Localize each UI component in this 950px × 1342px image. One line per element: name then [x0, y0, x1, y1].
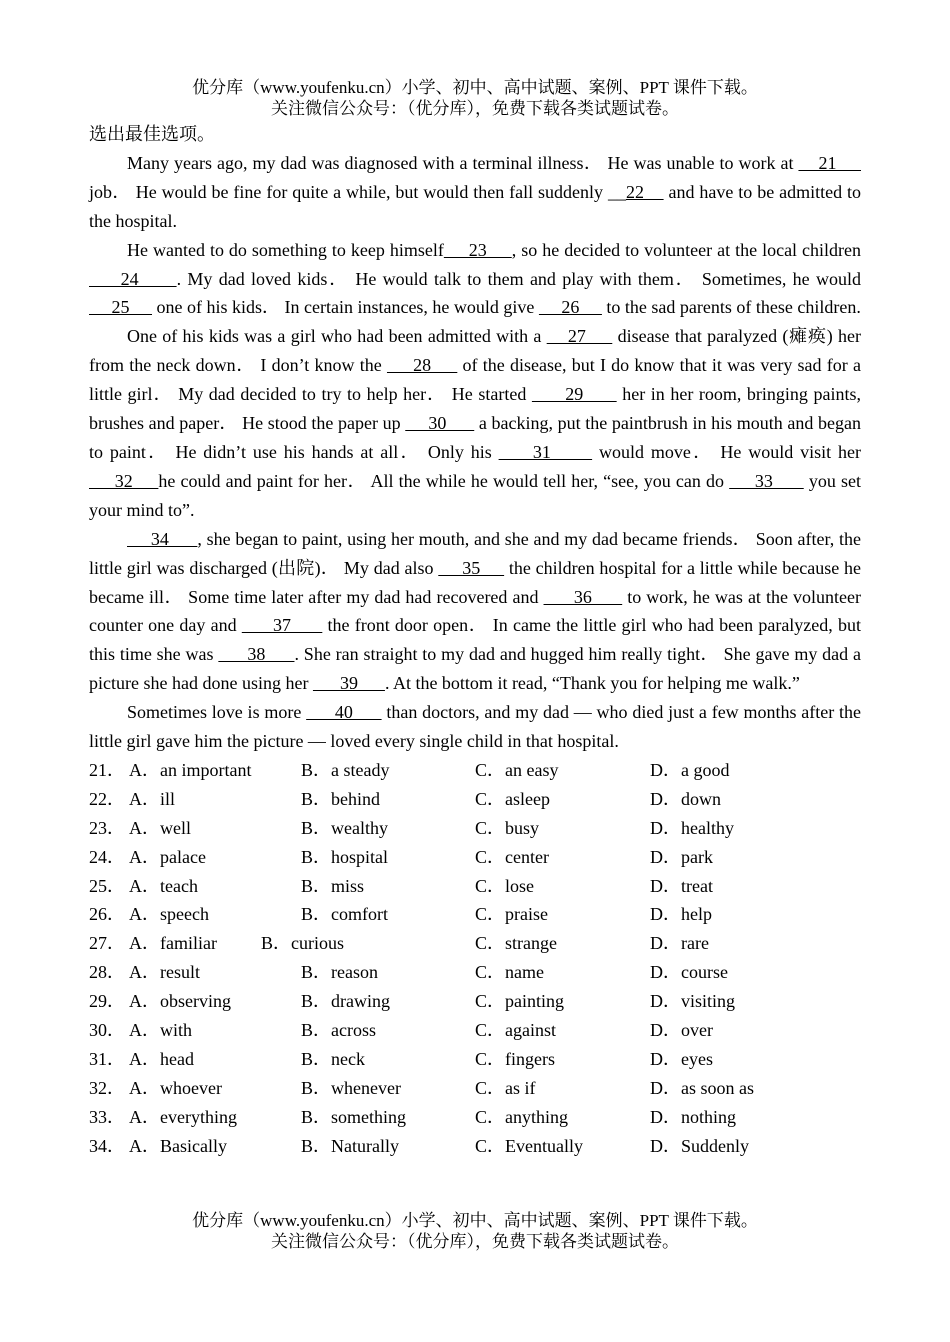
blank-33: 33: [729, 470, 804, 491]
option-c: C．strange: [475, 933, 557, 954]
question-row-30: [89, 1016, 861, 1045]
question-row-25: [89, 872, 861, 901]
page-header: [0, 77, 950, 119]
option-b: B．Naturally: [301, 1135, 399, 1156]
passage-paragraph-5: Sometimes love is more 40 than doctors, and my dad — who died just a few months after the little girl gave him the picture — loved every single child in that hospital.: [89, 702, 862, 752]
option-d: D．park: [650, 846, 713, 867]
option-c: C．anything: [475, 1106, 568, 1127]
option-c: C．fingers: [475, 1048, 555, 1069]
passage-paragraph-2: He wanted to do something to keep himself 23 , so he decided to volunteer at the local children 24 . My dad loved kids． He would talk to them and play with them． Sometimes, he would 25 one of his kids． In certain instances, he would give 26 to the sad parents of these children.: [89, 239, 862, 318]
blank-39: 39: [312, 673, 385, 694]
question-number: 32．: [89, 1077, 125, 1098]
option-a: A．head: [129, 1048, 194, 1069]
question-row-31: [89, 1045, 861, 1074]
option-c: C．an easy: [475, 759, 559, 780]
blank-34: 34: [127, 528, 198, 549]
option-a: A．Basically: [129, 1135, 227, 1156]
blank-23: 23: [443, 239, 512, 260]
option-a: A．familiar: [129, 933, 217, 954]
option-a: A．an important: [129, 759, 252, 780]
question-row-33: [89, 1103, 861, 1132]
passage-paragraph-1: Many years ago, my dad was diagnosed with a terminal illness． He was unable to work at 21 job． He would be fine for quite a while, but would then fall suddenly __22 and have to be admitted to the hospital.: [89, 152, 861, 231]
header-line-2: 关注微信公众号：（优分库），免费下载各类试题试卷。: [271, 99, 679, 118]
question-row-22: [89, 785, 861, 814]
option-d: D．help: [650, 904, 712, 925]
question-number: 23．: [89, 817, 125, 838]
question-row-26: [89, 900, 861, 929]
question-number: 26．: [89, 904, 125, 925]
question-row-21: [89, 756, 861, 785]
option-a: A．with: [129, 1019, 192, 1040]
option-d: D．course: [650, 962, 728, 983]
option-d: D．as soon as: [650, 1077, 754, 1098]
option-b: B．neck: [301, 1048, 365, 1069]
blank-40: 40: [306, 702, 382, 723]
option-a: A．palace: [129, 846, 206, 867]
option-d: D．a good: [650, 759, 730, 780]
option-c: C．praise: [475, 904, 548, 925]
question-number: 25．: [89, 875, 125, 896]
option-b: B．behind: [301, 788, 380, 809]
question-row-29: [89, 987, 861, 1016]
option-a: A．result: [129, 962, 200, 983]
option-c: C．against: [475, 1019, 556, 1040]
option-c: C．painting: [475, 991, 564, 1012]
blank-29: 29: [531, 384, 617, 405]
question-number: 27．: [89, 933, 125, 954]
option-d: D．Suddenly: [650, 1135, 749, 1156]
footer-line-1: 优分库（www.youfenku.cn）小学、初中、高中试题、案例、PPT 课件下载。: [192, 1211, 758, 1230]
blank-26: 26: [538, 297, 602, 318]
blank-30: 30: [405, 413, 475, 434]
option-d: D．down: [650, 788, 721, 809]
question-row-23: [89, 814, 861, 843]
option-a: A．observing: [129, 991, 231, 1012]
option-b: B．across: [301, 1019, 376, 1040]
instruction: 选出最佳选项。: [89, 124, 215, 144]
blank-25: 25: [89, 297, 152, 318]
option-c: C．busy: [475, 817, 540, 838]
option-b: B．curious: [261, 933, 344, 954]
option-b: B．wealthy: [301, 817, 388, 838]
question-number: 29．: [89, 991, 125, 1012]
passage-paragraph-3: One of his kids was a girl who had been admitted with a 27 disease that paralyzed (瘫痪) her from the neck down． I don’t know the 28 of the disease, but I do know that it was very sad for a little girl． My dad decided to try to help her． He started 29 her in her room, bringing paints, brushes and paper． He stood the paper up 30 a backing, put the paintbrush in his mouth and began to paint． He didn’t use his hands at all． Only his 31 would move． He would visit her 32 he could and paint for her． All the while he would tell her, “see, you can do 33 you set your mind to”.: [89, 326, 862, 520]
option-d: D．nothing: [650, 1106, 737, 1127]
question-row-24: [89, 843, 861, 872]
blank-35: 35: [438, 557, 505, 578]
option-b: B．hospital: [301, 846, 389, 867]
blank-22: 22: [625, 181, 664, 202]
question-row-32: [89, 1074, 861, 1103]
option-c: C．asleep: [475, 788, 550, 809]
question-number: 21．: [89, 759, 125, 780]
blank-37: 37: [241, 615, 323, 636]
passage-paragraph-4: 34 , she began to paint, using her mouth, and she and my dad became friends． Soon after, the little girl was discharged (出院)． My dad also 35 the children hospital for a little while because he became ill． Some time later after my dad had recovered and 36 to work, he was at the volunteer counter one day and 37 the front door open． In came the little girl who had been paralyzed, but this time she was 38 . She ran straight to my dad and hugged him really tight． She gave my dad a picture she had done using her 39 . At the bottom it read, “Thank you for helping me walk.”: [89, 528, 862, 694]
option-a: A．ill: [129, 788, 176, 809]
header-line-1: 优分库（www.youfenku.cn）小学、初中、高中试题、案例、PPT 课件下载。: [192, 78, 758, 97]
option-a: A．teach: [129, 875, 198, 896]
question-row-34: [89, 1132, 861, 1161]
question-row-28: [89, 958, 861, 987]
question-number: 22．: [89, 788, 125, 809]
option-d: D．rare: [650, 933, 709, 954]
blank-27: 27: [546, 326, 613, 347]
option-b: B．drawing: [301, 991, 390, 1012]
option-c: C．Eventually: [475, 1135, 583, 1156]
options-list: [89, 756, 861, 1160]
question-number: 30．: [89, 1019, 125, 1040]
blank-21: 21: [798, 152, 861, 173]
page-footer: [0, 1210, 950, 1252]
question-number: 33．: [89, 1106, 125, 1127]
blank-24: 24: [89, 268, 177, 289]
option-a: A．everything: [129, 1106, 237, 1127]
option-b: B．something: [301, 1106, 407, 1127]
option-b: B．a steady: [301, 759, 390, 780]
question-number: 34．: [89, 1135, 125, 1156]
option-c: C．center: [475, 846, 549, 867]
blank-32: 32: [89, 470, 159, 491]
footer-line-2: 关注微信公众号：（优分库），免费下载各类试题试卷。: [271, 1232, 679, 1251]
question-number: 28．: [89, 962, 125, 983]
option-c: C．lose: [475, 875, 535, 896]
option-d: D．eyes: [650, 1048, 713, 1069]
question-number: 24．: [89, 846, 125, 867]
option-a: A．whoever: [129, 1077, 222, 1098]
question-row-27: [89, 929, 861, 958]
blank-28: 28: [386, 355, 458, 376]
option-c: C．name: [475, 962, 544, 983]
question-number: 31．: [89, 1048, 125, 1069]
option-d: D．healthy: [650, 817, 734, 838]
option-a: A．well: [129, 817, 191, 838]
option-a: A．speech: [129, 904, 209, 925]
blank-38: 38: [218, 644, 295, 665]
option-d: D．treat: [650, 875, 713, 896]
option-b: B．comfort: [301, 904, 388, 925]
option-b: B．reason: [301, 962, 378, 983]
blank-36: 36: [543, 586, 623, 607]
option-c: C．as if: [475, 1077, 536, 1098]
option-d: D．over: [650, 1019, 713, 1040]
blank-31: 31: [498, 441, 593, 462]
option-b: B．miss: [301, 875, 365, 896]
exam-content: [89, 120, 861, 1160]
option-b: B．whenever: [301, 1077, 401, 1098]
option-d: D．visiting: [650, 991, 736, 1012]
